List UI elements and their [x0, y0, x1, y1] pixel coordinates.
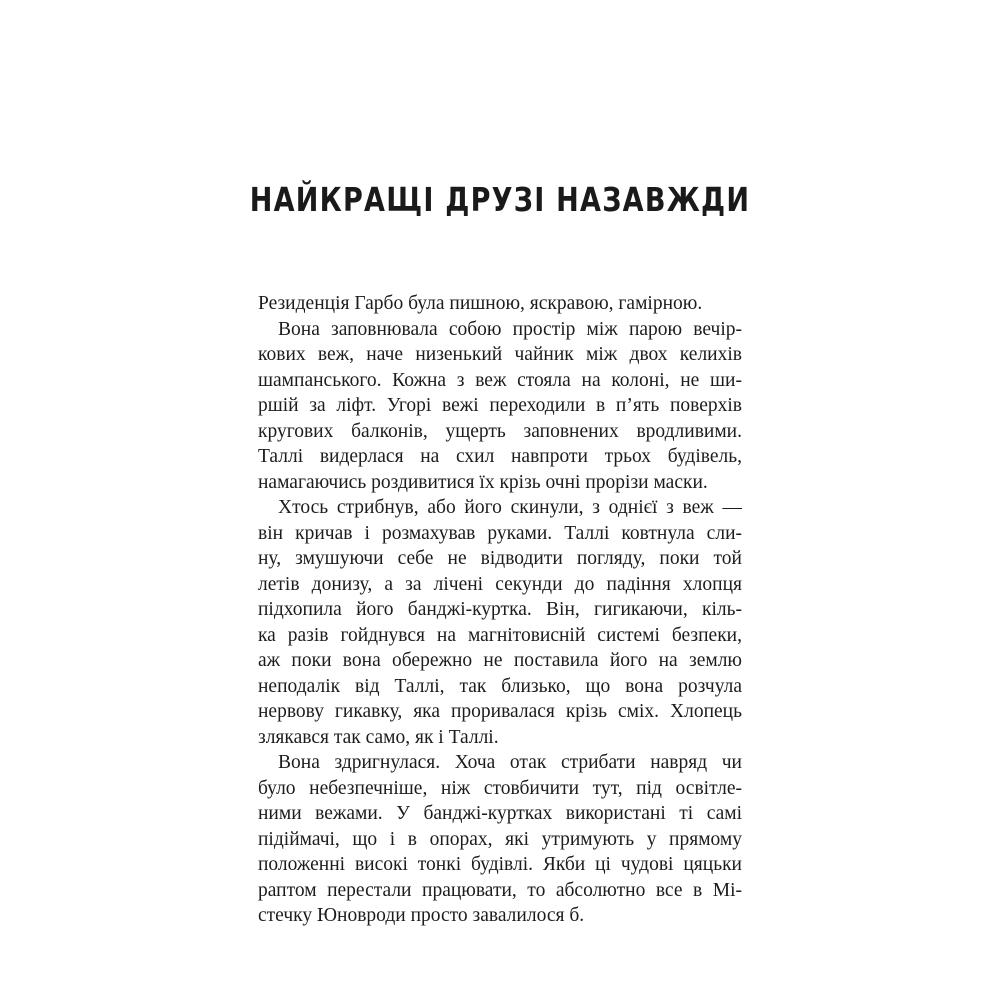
text-line: Вона здригнулася. Хоча отак стрибати навряд чи [278, 752, 742, 773]
text-line: Вона заповнювала собою простір між парою вечір- [278, 318, 742, 340]
text-line: було небезпечніше, ніж стовбичити тут, під освітле- [258, 777, 742, 799]
text-line: Таллі видерлася на схил навпроти трьох будівель, [258, 446, 742, 467]
text-line: кових веж, наче низенький чайник між двох келихів [258, 344, 742, 365]
text-line: раптом перестали працювати, то абсолютно все в Мі- [258, 879, 742, 901]
chapter-body-text [258, 291, 742, 929]
text-line: ршій за ліфт. Угорі вежі переходили в п’ять поверхів [258, 395, 742, 416]
text-line: Хтось стрибнув, або його скинули, з однієї з веж — [278, 497, 742, 518]
text-line: аж поки вона обережно не поставила його на землю [258, 650, 742, 671]
text-line: підіймачі, що і в опорах, які утримують у прямому [258, 828, 742, 850]
text-line: положенні високі тонкі будівлі. Якби ці чудові цяцьки [258, 854, 742, 875]
text-line: шампанського. Кожна з веж стояла на колоні, не ши- [258, 369, 742, 391]
text-line: ну, змушуючи себе не відводити погляду, поки той [258, 548, 742, 569]
chapter-title: НАЙКРАЩІ ДРУЗІ НАЗАВЖДИ [249, 180, 751, 219]
paragraph [258, 317, 742, 496]
text-line: стечку Юновроди просто завалилося б. [258, 905, 585, 926]
text-line: злякався так само, як і Таллі. [258, 726, 499, 748]
paragraph [258, 495, 742, 750]
text-line: летів донизу, а за лічені секунди до падіння хлопця [258, 573, 742, 595]
text-line: Резиденція Гарбо була пишною, яскравою, гамірною. [258, 293, 703, 314]
text-line: ка разів гойднувся на магнітовисній системі безпеки, [258, 624, 742, 646]
text-line: кругових балконів, ущерть заповнених вродливими. [258, 420, 742, 442]
text-line: намагаючись роздивитися їх крізь очні прорізи маски. [258, 471, 708, 493]
paragraph [258, 750, 742, 929]
text-line: він кричав і розмахував руками. Таллі ковтнула сли- [258, 522, 742, 544]
paragraph [258, 291, 742, 317]
text-line: підхопила його банджі-куртка. Він, гигикаючи, кіль- [258, 599, 742, 620]
text-line: ними вежами. У банджі-куртках використані ті самі [258, 803, 742, 824]
text-line: нервову гикавку, яка проривалася крізь сміх. Хлопець [258, 701, 742, 722]
text-line: неподалік від Таллі, так близько, що вона розчула [258, 675, 742, 697]
